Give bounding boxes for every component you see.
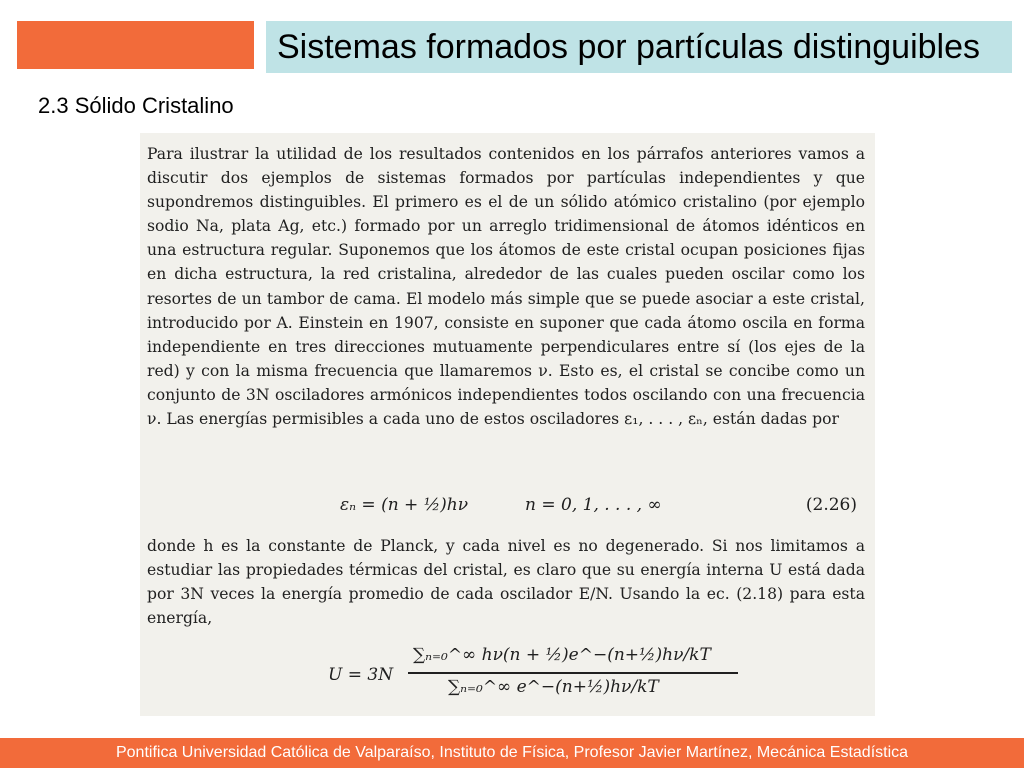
decorative-orange-block: [17, 21, 254, 69]
energy-equation-numerator: ∑ₙ₌₀^∞ hν(n + ½)e^−(n+½)hν/kT: [413, 645, 711, 665]
equation-2-26: εₙ = (n + ½)hν: [340, 495, 469, 515]
equation-2-26-range: n = 0, 1, . . . , ∞: [525, 495, 662, 515]
slide-title: Sistemas formados por partículas distinguibles: [277, 27, 980, 66]
footer-bar: [0, 738, 1024, 768]
footer-text: Pontifica Universidad Católica de Valparaíso, Instituto de Física, Profesor Javier Martínez, Mecánica Estadística: [115, 744, 909, 761]
section-heading: 2.3 Sólido Cristalino: [38, 93, 234, 118]
scanned-text-image: [140, 133, 875, 716]
equation-number: (2.26): [805, 495, 857, 515]
energy-equation-lhs: U = 3N: [328, 665, 394, 685]
energy-equation-denominator: ∑ₙ₌₀^∞ e^−(n+½)hν/kT: [448, 677, 659, 697]
title-banner: [266, 21, 1012, 73]
scan-paragraph-2: donde h es la constante de Planck, y cada nivel es no degenerado. Si nos limitamos a estudiar las propiedades térmicas del cristal, es claro que su energía interna U está dada por 3N veces la energía promedio de cada oscilador E/N. Usando la ec. (2.18) para esta energía,: [147, 537, 865, 628]
scan-paragraph-1: Para ilustrar la utilidad de los resultados contenidos en los párrafos anteriores vamos a discutir dos ejemplos de sistemas formados por partículas independientes y que supondremos distinguibles. El primero es el de un sólido atómico cristalino (por ejemplo sodio Na, plata Ag, etc.) formado por un arreglo tridimensional de átomos idénticos en una estructura regular. Suponemos que los átomos de este cristal ocupan posiciones fijas en dicha estructura, la red cristalina, alrededor de las cuales pueden oscilar como los resortes de un tambor de cama. El modelo más simple que se puede asociar a este cristal, introducido por A. Einstein en 1907, consiste en suponer que cada átomo oscila en forma independiente en tres direcciones mutuamente perpendiculares entre sí (los ejes de la red) y con la misma frecuencia que llamaremos ν. Esto es, el cristal se concibe como un conjunto de 3N osciladores armónicos independientes todos oscilando con una frecuencia ν. Las energías permisibles a cada uno de estos osciladores ε₁, . . . , εₙ, están dadas por: [147, 145, 865, 429]
energy-equation: [328, 645, 748, 705]
fraction-bar: [408, 672, 738, 674]
